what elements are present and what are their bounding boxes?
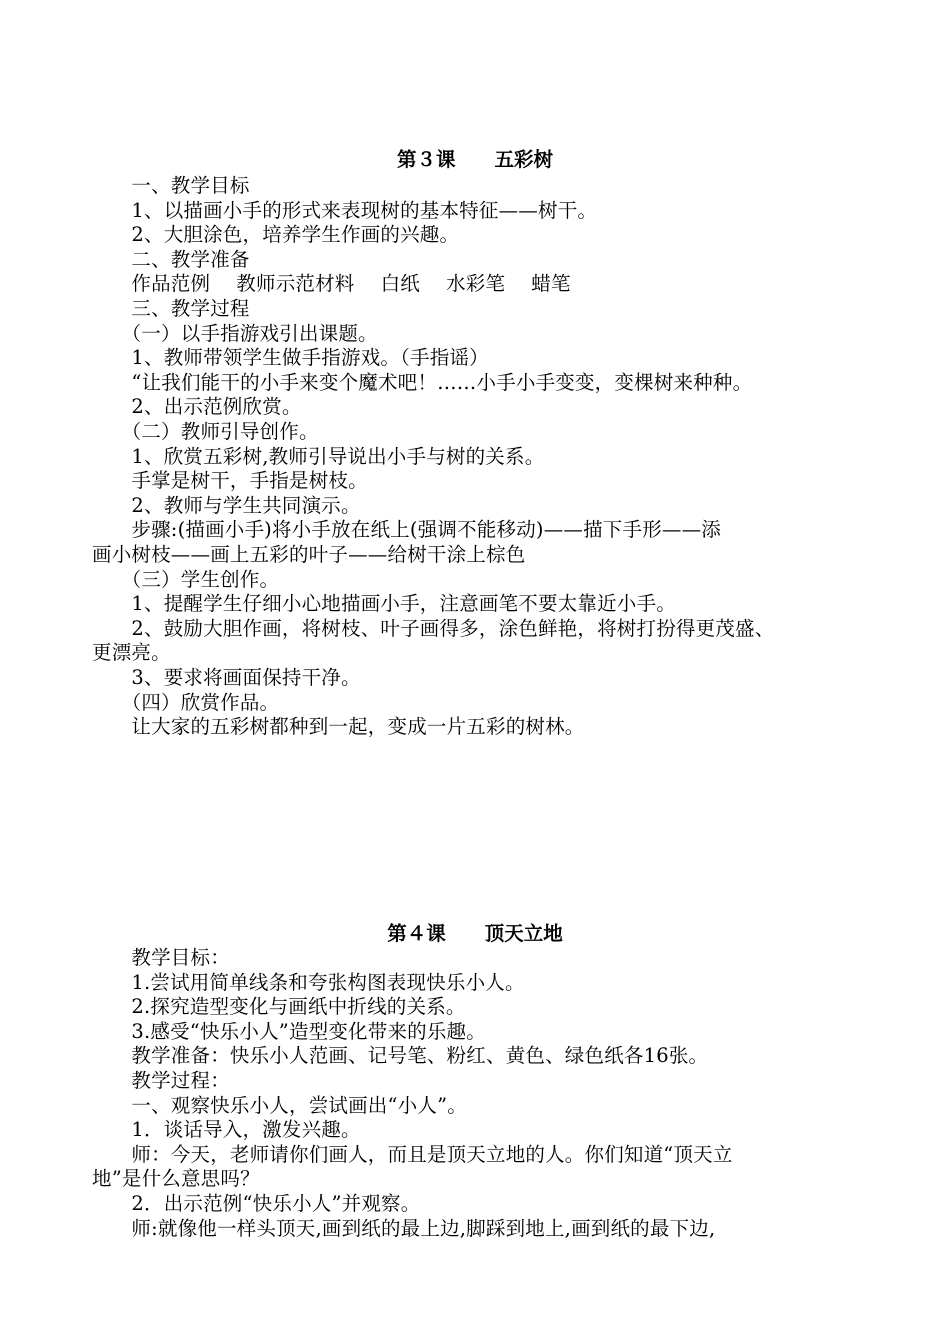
text-line: 地”是什么意思吗？ bbox=[92, 1167, 260, 1191]
text-line: 师:就像他一样头顶天,画到纸的最上边,脚踩到地上,画到纸的最下边, bbox=[92, 1216, 716, 1240]
text-line: 1．谈话导入，激发兴趣。 bbox=[92, 1118, 361, 1142]
text-line: 1.尝试用简单线条和夸张构图表现快乐小人。 bbox=[92, 970, 525, 994]
text-line: （一）以手指游戏引出课题。 bbox=[92, 321, 378, 345]
text-line: 教学准备：快乐小人范画、记号笔、粉红、黄色、绿色纸各16张。 bbox=[92, 1044, 709, 1068]
text-line: 一、教学目标 bbox=[92, 174, 250, 197]
text-line: 手掌是树干，手指是树枝。 bbox=[92, 469, 368, 493]
text-line: 2、出示范例欣赏。 bbox=[92, 395, 302, 419]
text-line: 2、教师与学生共同演示。 bbox=[92, 493, 361, 517]
lesson-3-title: 第３课 五彩树 bbox=[396, 148, 553, 171]
text-line: （三）学生创作。 bbox=[92, 567, 280, 591]
text-line: （四）欣赏作品。 bbox=[92, 690, 280, 714]
text-line: 师：今天，老师请你们画人，而且是顶天立地的人。你们知道“顶天立 bbox=[92, 1142, 733, 1166]
text-line: 画小树枝——画上五彩的叶子——给树干涂上棕色 bbox=[92, 543, 526, 566]
text-line: 2．出示范例“快乐小人”并观察。 bbox=[92, 1192, 421, 1215]
text-line: 作品范例 教师示范材料 白纸 水彩笔 蜡笔 bbox=[92, 272, 571, 296]
text-line: 1、提醒学生仔细小心地描画小手，注意画笔不要太靠近小手。 bbox=[92, 592, 676, 616]
text-line: 1、教师带领学生做手指游戏。（手指谣） bbox=[92, 346, 489, 370]
text-line: 1、以描画小手的形式来表现树的基本特征——树干。 bbox=[92, 198, 598, 222]
text-line: （二）教师引导创作。 bbox=[92, 420, 319, 443]
text-line: 教学目标： bbox=[92, 946, 230, 969]
text-line: 更漂亮。 bbox=[92, 641, 171, 665]
text-line: “让我们能干的小手来变个魔术吧！……小手小手变变，变棵树来种种。 bbox=[92, 370, 753, 394]
text-line: 三、教学过程 bbox=[92, 297, 250, 320]
text-line: 一、观察快乐小人，尝试画出“小人”。 bbox=[92, 1093, 467, 1117]
text-line: 让大家的五彩树都种到一起，变成一片五彩的树林。 bbox=[92, 715, 585, 739]
text-line: 1、欣赏五彩树,教师引导说出小手与树的关系。 bbox=[92, 444, 545, 468]
text-line: 步骤:(描画小手)将小手放在纸上(强调不能移动)——描下手形——添 bbox=[92, 518, 722, 542]
text-line: 二、教学准备 bbox=[92, 247, 250, 271]
text-line: 教学过程： bbox=[92, 1069, 230, 1092]
text-line: 3.感受“快乐小人”造型变化带来的乐趣。 bbox=[92, 1019, 486, 1043]
lesson-4-title: 第４课 顶天立地 bbox=[387, 922, 563, 945]
text-line: 2.探究造型变化与画纸中折线的关系。 bbox=[92, 995, 466, 1019]
text-line: 2、大胆涂色，培养学生作画的兴趣。 bbox=[92, 223, 460, 247]
text-line: 2、鼓励大胆作画，将树枝、叶子画得多，涂色鲜艳，将树打扮得更茂盛、 bbox=[92, 616, 775, 640]
text-line: 3、要求将画面保持干净。 bbox=[92, 666, 361, 689]
